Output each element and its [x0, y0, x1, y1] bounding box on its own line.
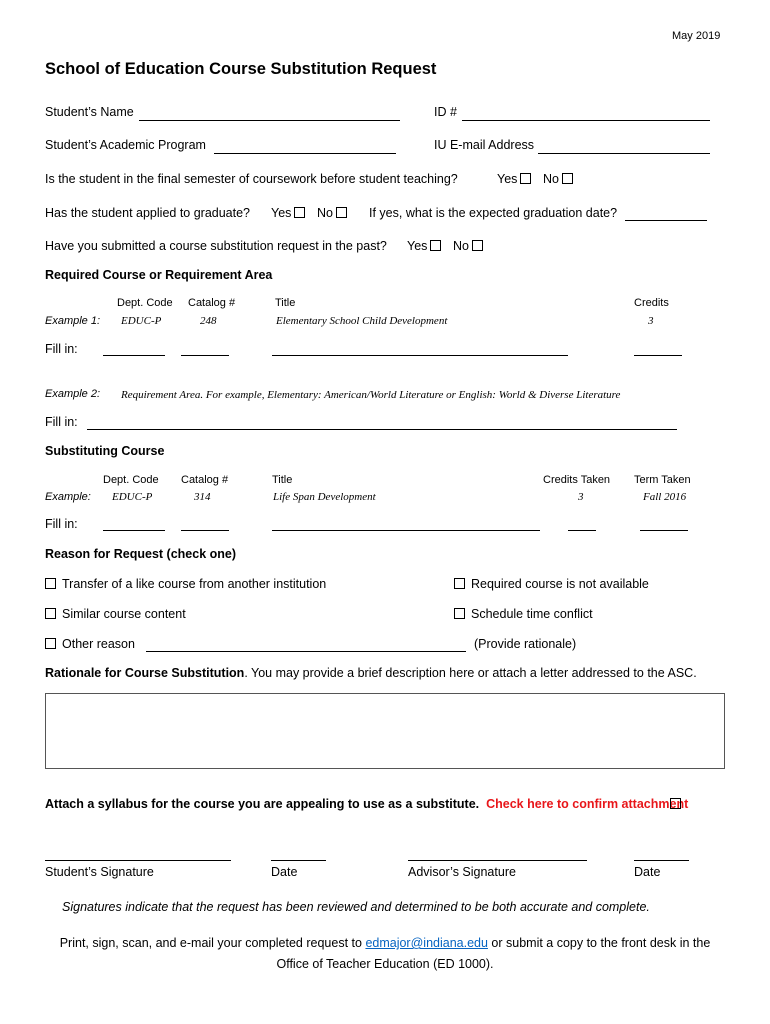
req-credits-field[interactable]	[634, 355, 682, 356]
example1-dept: EDUC-P	[121, 315, 162, 327]
footer-line2: Office of Teacher Education (ED 1000).	[276, 957, 494, 971]
footer-line1-pre: Print, sign, scan, and e-mail your completed request to	[59, 936, 366, 950]
grad-date-question: If yes, what is the expected graduation date?	[369, 206, 618, 220]
sub-title-header: Title	[272, 474, 293, 486]
no-label: No	[453, 239, 469, 253]
checkbox-icon[interactable]	[472, 240, 483, 251]
form-date: May 2019	[672, 30, 721, 42]
req-title-field[interactable]	[272, 355, 568, 356]
sub-credits-field[interactable]	[568, 530, 596, 531]
checkbox-icon[interactable]	[336, 207, 347, 218]
example2-text: Requirement Area. For example, Elementary: American/World Literature or English: World & Diverse Literature	[121, 389, 621, 401]
student-signature-label: Student’s Signature	[45, 865, 154, 879]
rationale-line	[45, 666, 697, 680]
final-semester-no[interactable]	[543, 172, 573, 186]
program-label: Student’s Academic Program	[45, 138, 206, 152]
checkbox-icon[interactable]	[520, 173, 531, 184]
example1-catalog: 248	[200, 315, 217, 327]
substituting-heading: Substituting Course	[45, 444, 165, 458]
rationale-text: . You may provide a brief description here or attach a letter addressed to the ASC.	[244, 666, 697, 680]
final-semester-question: Is the student in the final semester of coursework before student teaching?	[45, 172, 458, 186]
reason-similar[interactable]	[45, 607, 186, 621]
reason-similar-label: Similar course content	[62, 607, 186, 621]
reason-not-available[interactable]	[454, 577, 649, 591]
page-title: School of Education Course Substitution Request	[45, 60, 437, 78]
checkbox-icon[interactable]	[45, 638, 56, 649]
date1-field[interactable]	[271, 860, 326, 861]
reason-other-label: Other reason	[62, 637, 135, 651]
checkbox-icon[interactable]	[294, 207, 305, 218]
reason-transfer-label: Transfer of a like course from another institution	[62, 577, 327, 591]
checkbox-icon[interactable]	[454, 578, 465, 589]
sub-example-dept: EDUC-P	[112, 491, 153, 503]
no-label: No	[317, 206, 333, 220]
reason-conflict[interactable]	[454, 607, 593, 621]
advisor-signature-field[interactable]	[408, 860, 587, 861]
sub-example-term: Fall 2016	[643, 491, 687, 503]
footer-line1	[0, 936, 770, 950]
yes-label: Yes	[271, 206, 292, 220]
footer-line1-post: or submit a copy to the front desk in the	[487, 936, 711, 950]
date2-label: Date	[634, 865, 661, 879]
id-field[interactable]	[462, 120, 710, 121]
email-label: IU E-mail Address	[434, 138, 535, 152]
sub-catalog-header: Catalog #	[181, 474, 229, 486]
req-fill-in-label: Fill in:	[45, 342, 78, 356]
example1-title: Elementary School Child Development	[276, 315, 448, 327]
req-catalog-header: Catalog #	[188, 297, 236, 309]
no-label: No	[543, 172, 559, 186]
checkbox-icon[interactable]	[45, 578, 56, 589]
reason-conflict-label: Schedule time conflict	[471, 607, 593, 621]
sub-dept-header: Dept. Code	[103, 474, 159, 486]
sub-dept-field[interactable]	[103, 530, 165, 531]
past-request-yes[interactable]	[407, 239, 441, 253]
sub-example-catalog: 314	[194, 491, 211, 503]
sub-example-label: Example:	[45, 491, 91, 503]
reason-heading: Reason for Request (check one)	[45, 547, 237, 561]
attach-line	[45, 797, 688, 811]
checkbox-icon[interactable]	[45, 608, 56, 619]
yes-label: Yes	[497, 172, 518, 186]
checkbox-icon[interactable]	[670, 798, 681, 809]
rationale-textbox[interactable]	[45, 693, 725, 769]
sub-title-field[interactable]	[272, 530, 540, 531]
req-dept-field[interactable]	[103, 355, 165, 356]
req-catalog-field[interactable]	[181, 355, 229, 356]
provide-rationale-label: (Provide rationale)	[474, 637, 577, 651]
attach-text: Attach a syllabus for the course you are appealing to use as a substitute.	[45, 797, 480, 811]
req-credits-header: Credits	[634, 297, 669, 309]
sub-catalog-field[interactable]	[181, 530, 229, 531]
reason-other-field[interactable]	[146, 651, 466, 652]
sub-fill-in-label: Fill in:	[45, 517, 78, 531]
past-request-question: Have you submitted a course substitution request in the past?	[45, 239, 387, 253]
id-label: ID #	[434, 105, 457, 119]
req-dept-header: Dept. Code	[117, 297, 173, 309]
date2-field[interactable]	[634, 860, 689, 861]
sub-example-credits: 3	[578, 491, 584, 503]
sub-example-title: Life Span Development	[273, 491, 376, 503]
applied-graduate-question: Has the student applied to graduate?	[45, 206, 251, 220]
example2-label: Example 2:	[45, 388, 101, 400]
applied-graduate-no[interactable]	[317, 206, 347, 220]
grad-date-field[interactable]	[625, 220, 707, 221]
final-semester-yes[interactable]	[497, 172, 531, 186]
email-field[interactable]	[538, 153, 710, 154]
yes-label: Yes	[407, 239, 428, 253]
checkbox-icon[interactable]	[430, 240, 441, 251]
date1-label: Date	[271, 865, 298, 879]
attach-confirm[interactable]	[667, 797, 681, 811]
req-area-field[interactable]	[87, 429, 677, 430]
required-heading: Required Course or Requirement Area	[45, 268, 273, 282]
req-title-header: Title	[275, 297, 296, 309]
reason-other[interactable]	[45, 637, 135, 651]
rationale-label: Rationale for Course Substitution	[45, 666, 245, 680]
reason-transfer[interactable]	[45, 577, 326, 591]
sub-term-header: Term Taken	[634, 474, 691, 486]
attach-confirm-link[interactable]: Check here to confirm attachment	[486, 797, 689, 811]
past-request-no[interactable]	[453, 239, 483, 253]
email-link[interactable]: edmajor@indiana.edu	[365, 936, 488, 950]
student-name-field[interactable]	[139, 120, 400, 121]
sub-credits-header: Credits Taken	[543, 474, 611, 486]
reason-not-available-label: Required course is not available	[471, 577, 649, 591]
program-field[interactable]	[214, 153, 396, 154]
example1-credits: 3	[648, 315, 654, 327]
advisor-signature-label: Advisor’s Signature	[408, 865, 516, 879]
student-name-label: Student’s Name	[45, 105, 134, 119]
checkbox-icon[interactable]	[454, 608, 465, 619]
checkbox-icon[interactable]	[562, 173, 573, 184]
req-area-fill-in-label: Fill in:	[45, 415, 78, 429]
student-signature-field[interactable]	[45, 860, 231, 861]
example1-label: Example 1:	[45, 315, 101, 327]
sub-term-field[interactable]	[640, 530, 688, 531]
signature-note: Signatures indicate that the request has been reviewed and determined to be both accurate and complete.	[62, 900, 650, 914]
applied-graduate-yes[interactable]	[271, 206, 305, 220]
